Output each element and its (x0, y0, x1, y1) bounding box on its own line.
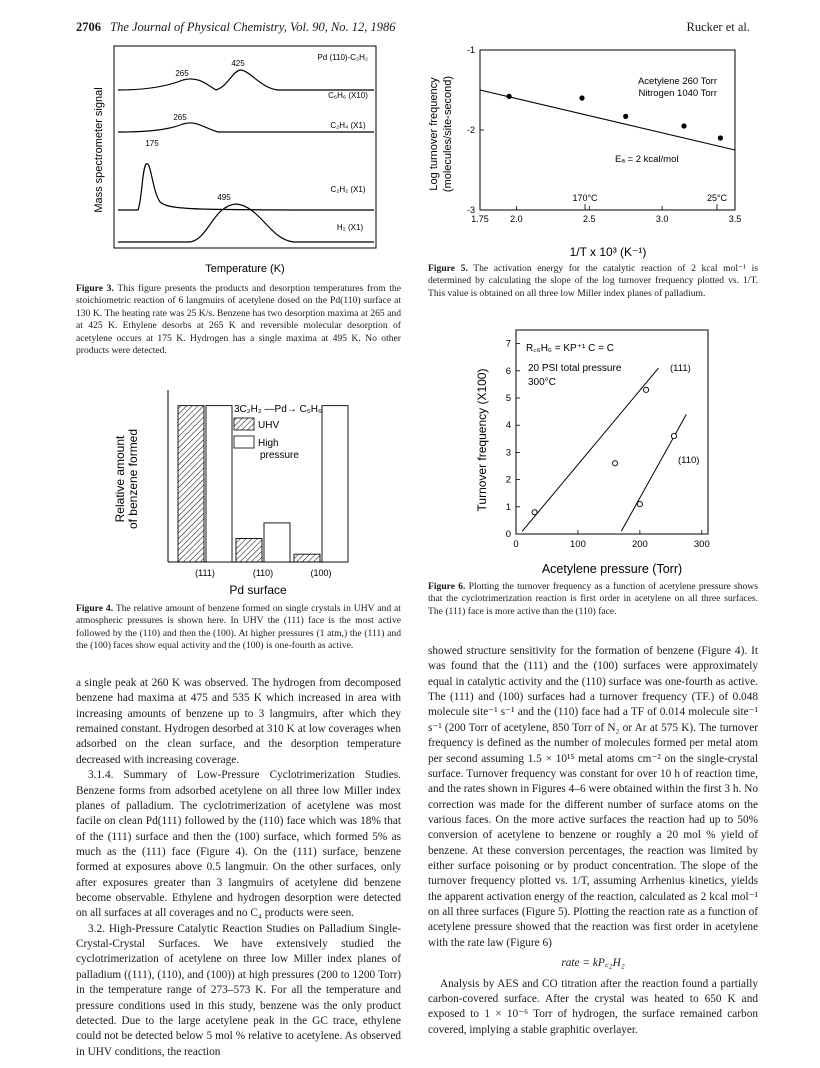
data-point (579, 95, 584, 100)
x-tick-label: (111) (195, 568, 215, 578)
x-tick-label: 2.5 (583, 214, 596, 224)
figure-5 (425, 44, 775, 264)
body-paragraph-2: 3.1.4. Summary of Low-Pressure Cyclotrimerization Studies. Benzene forms from adsorbed acetylene on all three low Miller index planes of palladium. The cyclotrimerization of acetylene was most facile on clean Pd(111) followed by the (110) face which was 18% that of the (111) surface and then the (100) surface, which formed 5% as much as the (111) face (Figure 4). On the (111) surface, benzene formed at exposures above 0.5 langmuir. On the other surfaces, only after exposures greater than 3 langmuirs of acetylene did benzene become observable. Ethylene and hydrogen desorption were detected on all surfaces at all coverages and no C₄ products were seen. (76, 769, 401, 920)
figure-6-caption-label: Figure 6. (428, 581, 466, 592)
running-header-authors: Rucker et al. (686, 20, 750, 34)
bar-uhv-2 (294, 554, 320, 562)
legend-uhv-label: UHV (258, 420, 280, 431)
figure-6-caption (428, 581, 758, 618)
figure-4-reaction: 3C₂H₂ —Pd→ C₆H₆ (234, 404, 323, 415)
legend-pressure-label: pressure (260, 450, 299, 461)
legend-high-label: High (258, 438, 279, 449)
data-point-110 (637, 501, 642, 506)
figure-3-system-label: Pd (110)-C₂H₂ (317, 53, 368, 62)
figure-4-xlabel: Pd surface (229, 583, 287, 597)
bar-high-pressure-2 (322, 406, 348, 562)
figure-5-caption-text: The activation energy for the catalytic reaction of 2 kcal mol⁻¹ is determined by calculating the slope of the log turnover frequency plotted vs. 1/T. This value is obtained on all three low Miller index planes of palladium. (428, 263, 758, 299)
rate-law-equation: rate = kP꜀₂H₂ (561, 957, 625, 970)
figure-5-note-1: Acetylene 260 Torr (637, 76, 717, 87)
trace-benzene (118, 70, 374, 90)
trace-benzene-peak-1: 265 (175, 69, 189, 78)
bar-high-pressure-0 (206, 406, 232, 562)
data-point-110 (671, 433, 676, 438)
x-tick-label: (100) (310, 568, 332, 578)
left-column-body (76, 676, 401, 1060)
x-tick-label: 2.0 (510, 214, 523, 224)
trace-benzene-peak-2: 425 (231, 59, 245, 68)
y-tick-label: -3 (466, 205, 475, 215)
trace-hydrogen-peak: 495 (217, 193, 231, 202)
figure-5-frame (480, 50, 735, 210)
trace-benzene-label: C₆H₆ (X10) (328, 91, 368, 100)
figure-5-temp-left: 170°C (572, 193, 598, 203)
figure-6-marks (522, 368, 686, 531)
bar-uhv-0 (178, 406, 204, 562)
figure-4-bars (178, 406, 348, 578)
figure-6-caption-text: Plotting the turnover frequency as a function of acetylene pressure shows that the cyclotrimerization reaction is first order in acetylene on all three surfaces. The (111) face is more active than the (110) face. (428, 581, 758, 617)
y-tick-label: 6 (505, 365, 511, 377)
body-paragraph-3: 3.2. High-Pressure Catalytic Reaction Studies on Palladium Single-Crystal-Crystal Surfaces. We have extensively studied the cyclotrimerization of acetylene on three low Miller index planes of palladium ((111), (110), and (100)) at high pressures (200 to 1200 Torr) in the temperature range of 273–573 K. For all the temperature and pressure conditions used in this study, benzene was the only product detected. Due to the large acetylene peak in the GC trace, ethylene could not be detected below 5 mol % relative to acetylene. As observed in UHV conditions, the reaction (76, 922, 401, 1058)
body-paragraph-1: a single peak at 260 K was observed. The hydrogen from decomposed benzene had maxima at 475 and 535 K which increased in area with increasing amounts of benzene up to 3 langmuirs, after which they remained constant. Hydrogen desorbed at 310 K at low coverages when adsorbed on the clean surface, and the desorption temperature decreased with increasing coverage. (76, 677, 401, 766)
figure-5-marks (480, 90, 735, 150)
x-tick-label: (110) (252, 568, 274, 578)
x-tick-label: 200 (631, 539, 648, 550)
journal-title: The Journal of Physical Chemistry, Vol. 90, No. 12, 1986 (110, 20, 396, 34)
y-tick-label: 2 (505, 474, 511, 486)
figure-5-caption-label: Figure 5. (428, 263, 468, 274)
right-column-body (428, 644, 758, 1038)
y-tick-label: 5 (505, 393, 511, 404)
legend-uhv-swatch (234, 418, 254, 430)
figure-6-ylabel: Turnover frequency (X100) (475, 368, 489, 512)
figure-6-xlabel: Acetylene pressure (Torr) (541, 562, 683, 576)
figure-6-label-111: (111) (670, 363, 691, 374)
figure-6-label-110: (110) (678, 455, 700, 466)
y-tick-label: 7 (505, 338, 511, 350)
x-tick-label: 100 (570, 539, 586, 550)
figure-4-caption (76, 603, 401, 653)
y-tick-label: 3 (505, 447, 511, 459)
figure-5-xlabel: 1/T x 10³ (K⁻¹) (569, 245, 647, 259)
data-point-111 (532, 510, 537, 515)
page-number: 2706 (76, 20, 101, 34)
trace-hydrogen-label: H₂ (X1) (336, 223, 364, 232)
figure-3-caption (76, 283, 401, 358)
y-tick-label: -2 (466, 125, 475, 135)
figure-5-note-2: Nitrogen 1040 Torr (638, 88, 717, 99)
figure-5-ylabel-2: (molecules/site-second) (442, 75, 454, 193)
figure-6-rate-eq: R꜀₆H₆ = KP⁺¹ C = C (526, 343, 614, 354)
running-header-left (76, 20, 396, 35)
figure-5-caption (428, 263, 758, 300)
figure-3-caption-label: Figure 3. (76, 283, 114, 294)
data-point (623, 114, 628, 119)
figure-3-xlabel: Temperature (K) (205, 263, 285, 275)
figure-3 (88, 40, 388, 285)
figure-5-temp-right: 25°C (706, 193, 728, 203)
y-tick-label: 0 (505, 529, 511, 540)
bar-uhv-1 (236, 539, 262, 562)
figure-6-temp-note: 300°C (528, 377, 556, 388)
fit-line (480, 90, 735, 150)
data-point (718, 135, 723, 140)
figure-3-caption-text: This figure presents the products and desorption temperatures from the stoichiometric reaction of 6 langmuirs of acetylene dosed on the Pd(110) surface at 130 K. The heating rate was 25 K/s. Benzene has two desorption maxima at 265 and at 425 K. Ethylene desorbs at 265 K and reversible molecular desorption of acetylene occurs at 175 K. Hydrogen has a single maxima at 495 K. No other products were detected. (76, 283, 401, 357)
figure-5-axes (467, 45, 741, 224)
figure-4-caption-label: Figure 4. (76, 603, 114, 614)
figure-5-ylabel-1: Log turnover frequency (428, 77, 440, 191)
x-tick-label: 0 (513, 539, 519, 550)
trace-acetylene-peak: 175 (145, 139, 159, 148)
data-point-111 (612, 461, 617, 466)
trace-ethylene-label: C₂H₄ (X1) (330, 121, 366, 130)
figure-4-ylabel-1: Relative amount (113, 435, 127, 523)
figure-6-pressure-note: 20 PSI total pressure (528, 363, 622, 374)
fit-line-111 (522, 368, 658, 531)
x-tick-label: 300 (693, 539, 710, 550)
figure-4-ylabel-2: of benzene formed (126, 428, 140, 530)
y-tick-label: 4 (505, 420, 511, 432)
body-paragraph-5: Analysis by AES and CO titration after the reaction found a partially carbon-covered surface. After the crystal was heated to 650 K and exposed to 1 × 10⁻⁶ Torr of hydrogen, the surface remained carbon covered, implying a stable graphitic overlayer. (428, 977, 758, 1036)
legend-high-swatch (234, 436, 254, 448)
data-point-111 (643, 387, 648, 392)
body-paragraph-4: showed structure sensitivity for the formation of benzene (Figure 4). It was found that the (111) and the (100) surfaces were approximately equal in catalytic activity and the (110) surface was one-fourth as active. The (111) and (100) surfaces had a turnover frequency (TF.) of 0.048 molecule site⁻¹ s⁻¹ and the (110) face had a TF of 0.014 molecule site⁻¹ s⁻¹ (200 Torr of acetylene, 850 Torr of N₂ or Ar at 575 K). The turnover frequency is defined as the number of molecules formed per metal atom per second assuming 1.5 × 10¹⁵ metal atoms cm⁻² on the single-crystal surface. Turnover frequency was constant for over 10 h of reaction time, and the rates shown in Figures 4–6 were obtained within the first 3 h. No correction was made for the different number of surface atoms on the various faces. On the more active surfaces the reaction had up to 50% conversion of acetylene to benzene or roughly a 20 mol % yield of benzene. At these conversion percentages, the reaction was limited by either surface poisoning or by product concentration. The slope of the turnover frequency plotted vs. 1/T, assuming Arrhenius kinetics, yields the apparent activation energy of the reaction, calculated as 2 kcal mol⁻¹ on all three surfaces (Figure 5). Plotting the reaction rate as a function of acetylene pressure showed that the reaction was first order in acetylene with the rate law (Figure 6) (428, 645, 758, 949)
data-point (507, 94, 512, 99)
figure-6-frame (516, 330, 708, 534)
trace-ethylene-peak: 265 (173, 113, 187, 122)
figure-5-ea-label: Eₐ = 2 kcal/mol (615, 154, 679, 165)
x-tick-label: 3.0 (655, 214, 669, 224)
figure-4-caption-text: The relative amount of benzene formed on single crystals in UHV and at atmospheric pressures is shown here. In UHV the (111) face is the most active followed by the (110) and then the (100). At higher pressures (1 atm,) the (111) and the (100) faces show equal activity and the (100) is one-fourth as active. (76, 603, 401, 652)
figure-6 (470, 325, 730, 580)
figure-4 (112, 384, 394, 599)
x-tick-label: 3.5 (728, 214, 742, 224)
fit-line-110 (621, 414, 686, 531)
y-tick-label: 1 (505, 501, 511, 513)
bar-high-pressure-1 (264, 523, 290, 562)
x-tick-label: 1.75 (471, 214, 489, 224)
data-point (681, 123, 686, 128)
figure-3-ylabel: Mass spectrometer signal (93, 87, 105, 213)
trace-acetylene-label: C₂H₂ (X1) (330, 185, 366, 194)
y-tick-label: -1 (466, 45, 475, 55)
